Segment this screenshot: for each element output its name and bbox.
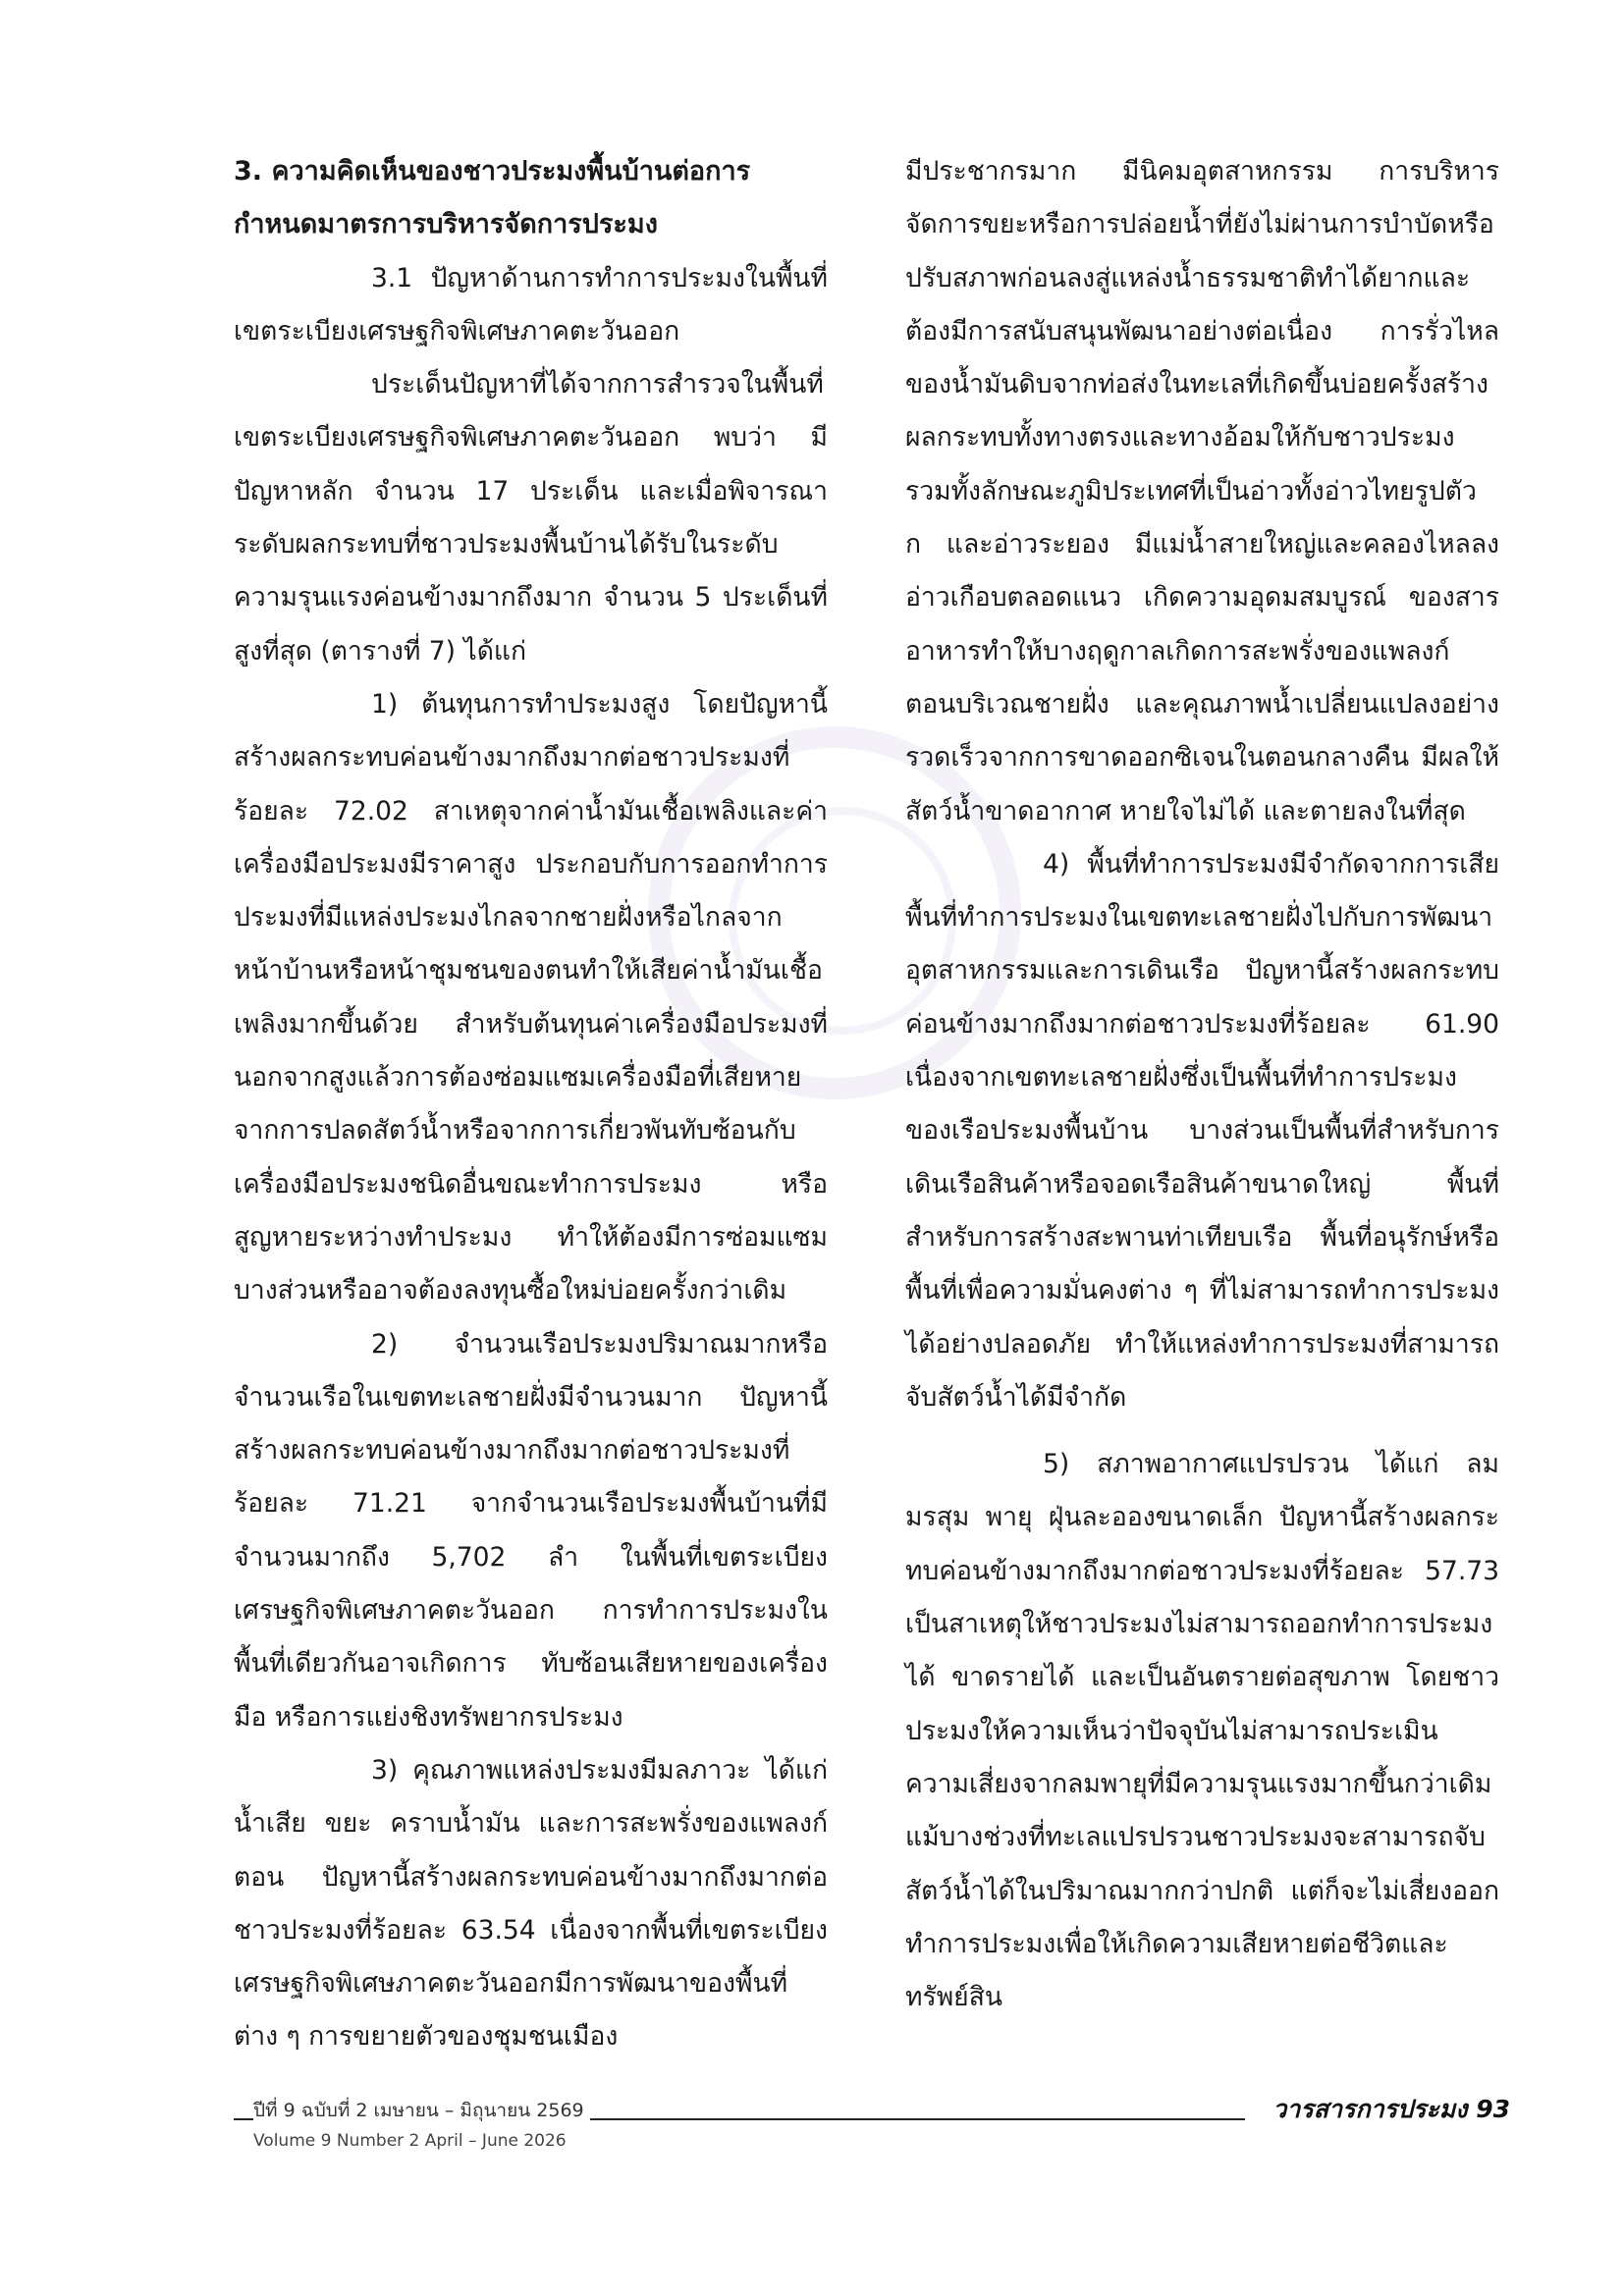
paragraph-item-1: 1) ต้นทุนการทำประมงสูง โดยปัญหานี้สร้างผลกระทบค่อนข้างมากถึงมากต่อชาวประมงที่ร้อยละ 72.02 สาเหตุจากค่าน้ำมันเชื้อเพลิงและค่าเครื่องมือประมงมีราคาสูง ประกอบกับการออกทำการประมงที่มีแหล่งประมงไกลจากชายฝั่งหรือไกลจากหน้าบ้านหรือหน้าชุมชนของตนทำให้เสียค่าน้ำมันเชื้อเพลิงมากขึ้นด้วย สำหรับต้นทุนค่าเครื่องมือประมงที่นอกจากสูงแล้วการต้องซ่อมแซมเครื่องมือที่เสียหายจากการปลดสัตว์น้ำหรือจากการเกี่ยวพันทับซ้อนกับเครื่องมือประมงชนิดอื่นขณะทำการประมง หรือสูญหายระหว่างทำประมง ทำให้ต้องมีการซ่อมแซมบางส่วนหรืออาจต้องลงทุนซื้อใหม่บ่อยครั้งกว่าเดิม xyxy=(234,688,828,1307)
paragraph-intro: ประเด็นปัญหาที่ได้จากการสำรวจในพื้นที่เขตระเบียงเศรษฐกิจพิเศษภาคตะวันออก พบว่า มีปัญหาหลัก จำนวน 17 ประเด็น และเมื่อพิจารณาระดับผลกระทบที่ชาวประมงพื้นบ้านได้รับในระดับความรุนแรงค่อนข้างมากถึงมาก จำนวน 5 ประเด็นที่สูงที่สุด (ตารางที่ 7) ได้แก่ xyxy=(234,369,828,667)
left-column xyxy=(234,145,828,2064)
paragraph-item-3: 3) คุณภาพแหล่งประมงมีมลภาวะ ได้แก่ น้ำเสีย ขยะ คราบน้ำมัน และการสะพรั่งของแพลงก์ตอน ปัญหานี้สร้างผลกระทบค่อนข้างมากถึงมากต่อชาวประมงที่ร้อยละ 63.54 เนื่องจากพื้นที่เขตระเบียงเศรษฐกิจพิเศษภาคตะวันออกมีการพัฒนาของพื้นที่ต่าง ๆ การขยายตัวของชุมชนเมือง xyxy=(234,1754,828,2053)
paragraph-item-5: 5) สภาพอากาศแปรปรวน ได้แก่ ลมมรสุม พายุ ฝุ่นละอองขนาดเล็ก ปัญหานี้สร้างผลกระทบค่อนข้างมากถึงมากต่อชาวประมงที่ร้อยละ 57.73 เป็นสาเหตุให้ชาวประมงไม่สามารถออกทำการประมงได้ ขาดรายได้ และเป็นอันตรายต่อสุขภาพ โดยชาวประมงให้ความเห็นว่าปัจจุบันไม่สามารถประเมินความเสี่ยงจากลมพายุที่มีความรุนแรงมากขึ้นกว่าเดิม แม้บางช่วงที่ทะเลแปรปรวนชาวประมงจะสามารถจับสัตว์น้ำได้ในปริมาณมากกว่าปกติ แต่ก็จะไม่เสี่ยงออกทำการประมงเพื่อให้เกิดความเสียหายต่อชีวิตและทรัพย์สิน xyxy=(905,1449,1499,2013)
footer-issue-thai: ปีที่ 9 ฉบับที่ 2 เมษายน – มิถุนายน 2569 xyxy=(253,2099,590,2122)
footer-issue-english: Volume 9 Number 2 April – June 2026 xyxy=(253,2131,567,2151)
paragraph-item-2: 2) จำนวนเรือประมงปริมาณมากหรือจำนวนเรือในเขตทะเลชายฝั่งมีจำนวนมาก ปัญหานี้สร้างผลกระทบค่อนข้างมากถึงมากต่อชาวประมงที่ร้อยละ 71.21 จากจำนวนเรือประมงพื้นบ้านที่มีจำนวนมากถึง 5,702 ลำ ในพื้นที่เขตระเบียงเศรษฐกิจพิเศษภาคตะวันออก การทำการประมงในพื้นที่เดียวกันอาจเกิดการ ทับซ้อนเสียหายของเครื่องมือ หรือการแย่งชิงทรัพยากรประมง xyxy=(234,1328,828,1733)
subsection-heading: 3.1 ปัญหาด้านการทำการประมงในพื้นที่เขตระเบียงเศรษฐกิจพิเศษภาคตะวันออก xyxy=(234,262,828,347)
section-heading: 3. ความคิดเห็นของชาวประมงพื้นบ้านต่อการกำหนดมาตรการบริหารจัดการประมง xyxy=(234,156,751,240)
paragraph-item-3-continued: มีประชากรมาก มีนิคมอุตสาหกรรม การบริหารจัดการขยะหรือการปล่อยน้ำที่ยังไม่ผ่านการบำบัดหรือปรับสภาพก่อนลงสู่แหล่งน้ำธรรมชาติทำได้ยากและต้องมีการสนับสนุนพัฒนาอย่างต่อเนื่อง การรั่วไหลของน้ำมันดิบจากท่อส่งในทะเลที่เกิดขึ้นบ่อยครั้งสร้างผลกระทบทั้งทางตรงและทางอ้อมให้กับชาวประมง รวมทั้งลักษณะภูมิประเทศที่เป็นอ่าวทั้งอ่าวไทยรูปตัว ก และอ่าวระยอง มีแม่น้ำสายใหญ่และคลองไหลลงอ่าวเกือบตลอดแนว เกิดความอุดมสมบูรณ์ ของสารอาหารทำให้บางฤดูกาลเกิดการสะพรั่งของแพลงก์ตอนบริเวณชายฝั่ง และคุณภาพน้ำเปลี่ยนแปลงอย่างรวดเร็วจากการขาดออกซิเจนในตอนกลางคืน มีผลให้สัตว์น้ำขาดอากาศ หายใจไม่ได้ และตายลงในที่สุด xyxy=(905,156,1499,827)
footer-journal-page: วารสารการประมง 93 xyxy=(1265,2094,1510,2125)
paragraph-item-4: 4) พื้นที่ทำการประมงมีจำกัดจากการเสียพื้นที่ทำการประมงในเขตทะเลชายฝั่งไปกับการพัฒนาอุตสาหกรรมและการเดินเรือ ปัญหานี้สร้างผลกระทบค่อนข้างมากถึงมากต่อชาวประมงที่ร้อยละ 61.90 เนื่องจากเขตทะเลชายฝั่งซึ่งเป็นพื้นที่ทำการประมงของเรือประมงพื้นบ้าน บางส่วนเป็นพื้นที่สำหรับการเดินเรือสินค้าหรือจอดเรือสินค้าขนาดใหญ่ พื้นที่สำหรับการสร้างสะพานท่าเทียบเรือ พื้นที่อนุรักษ์หรือพื้นที่เพื่อความมั่นคงต่าง ๆ ที่ไม่สามารถทำการประมงได้อย่างปลอดภัย ทำให้แหล่งทำการประมงที่สามารถจับสัตว์น้ำได้มีจำกัด xyxy=(905,848,1499,1413)
right-column xyxy=(905,145,1499,2024)
